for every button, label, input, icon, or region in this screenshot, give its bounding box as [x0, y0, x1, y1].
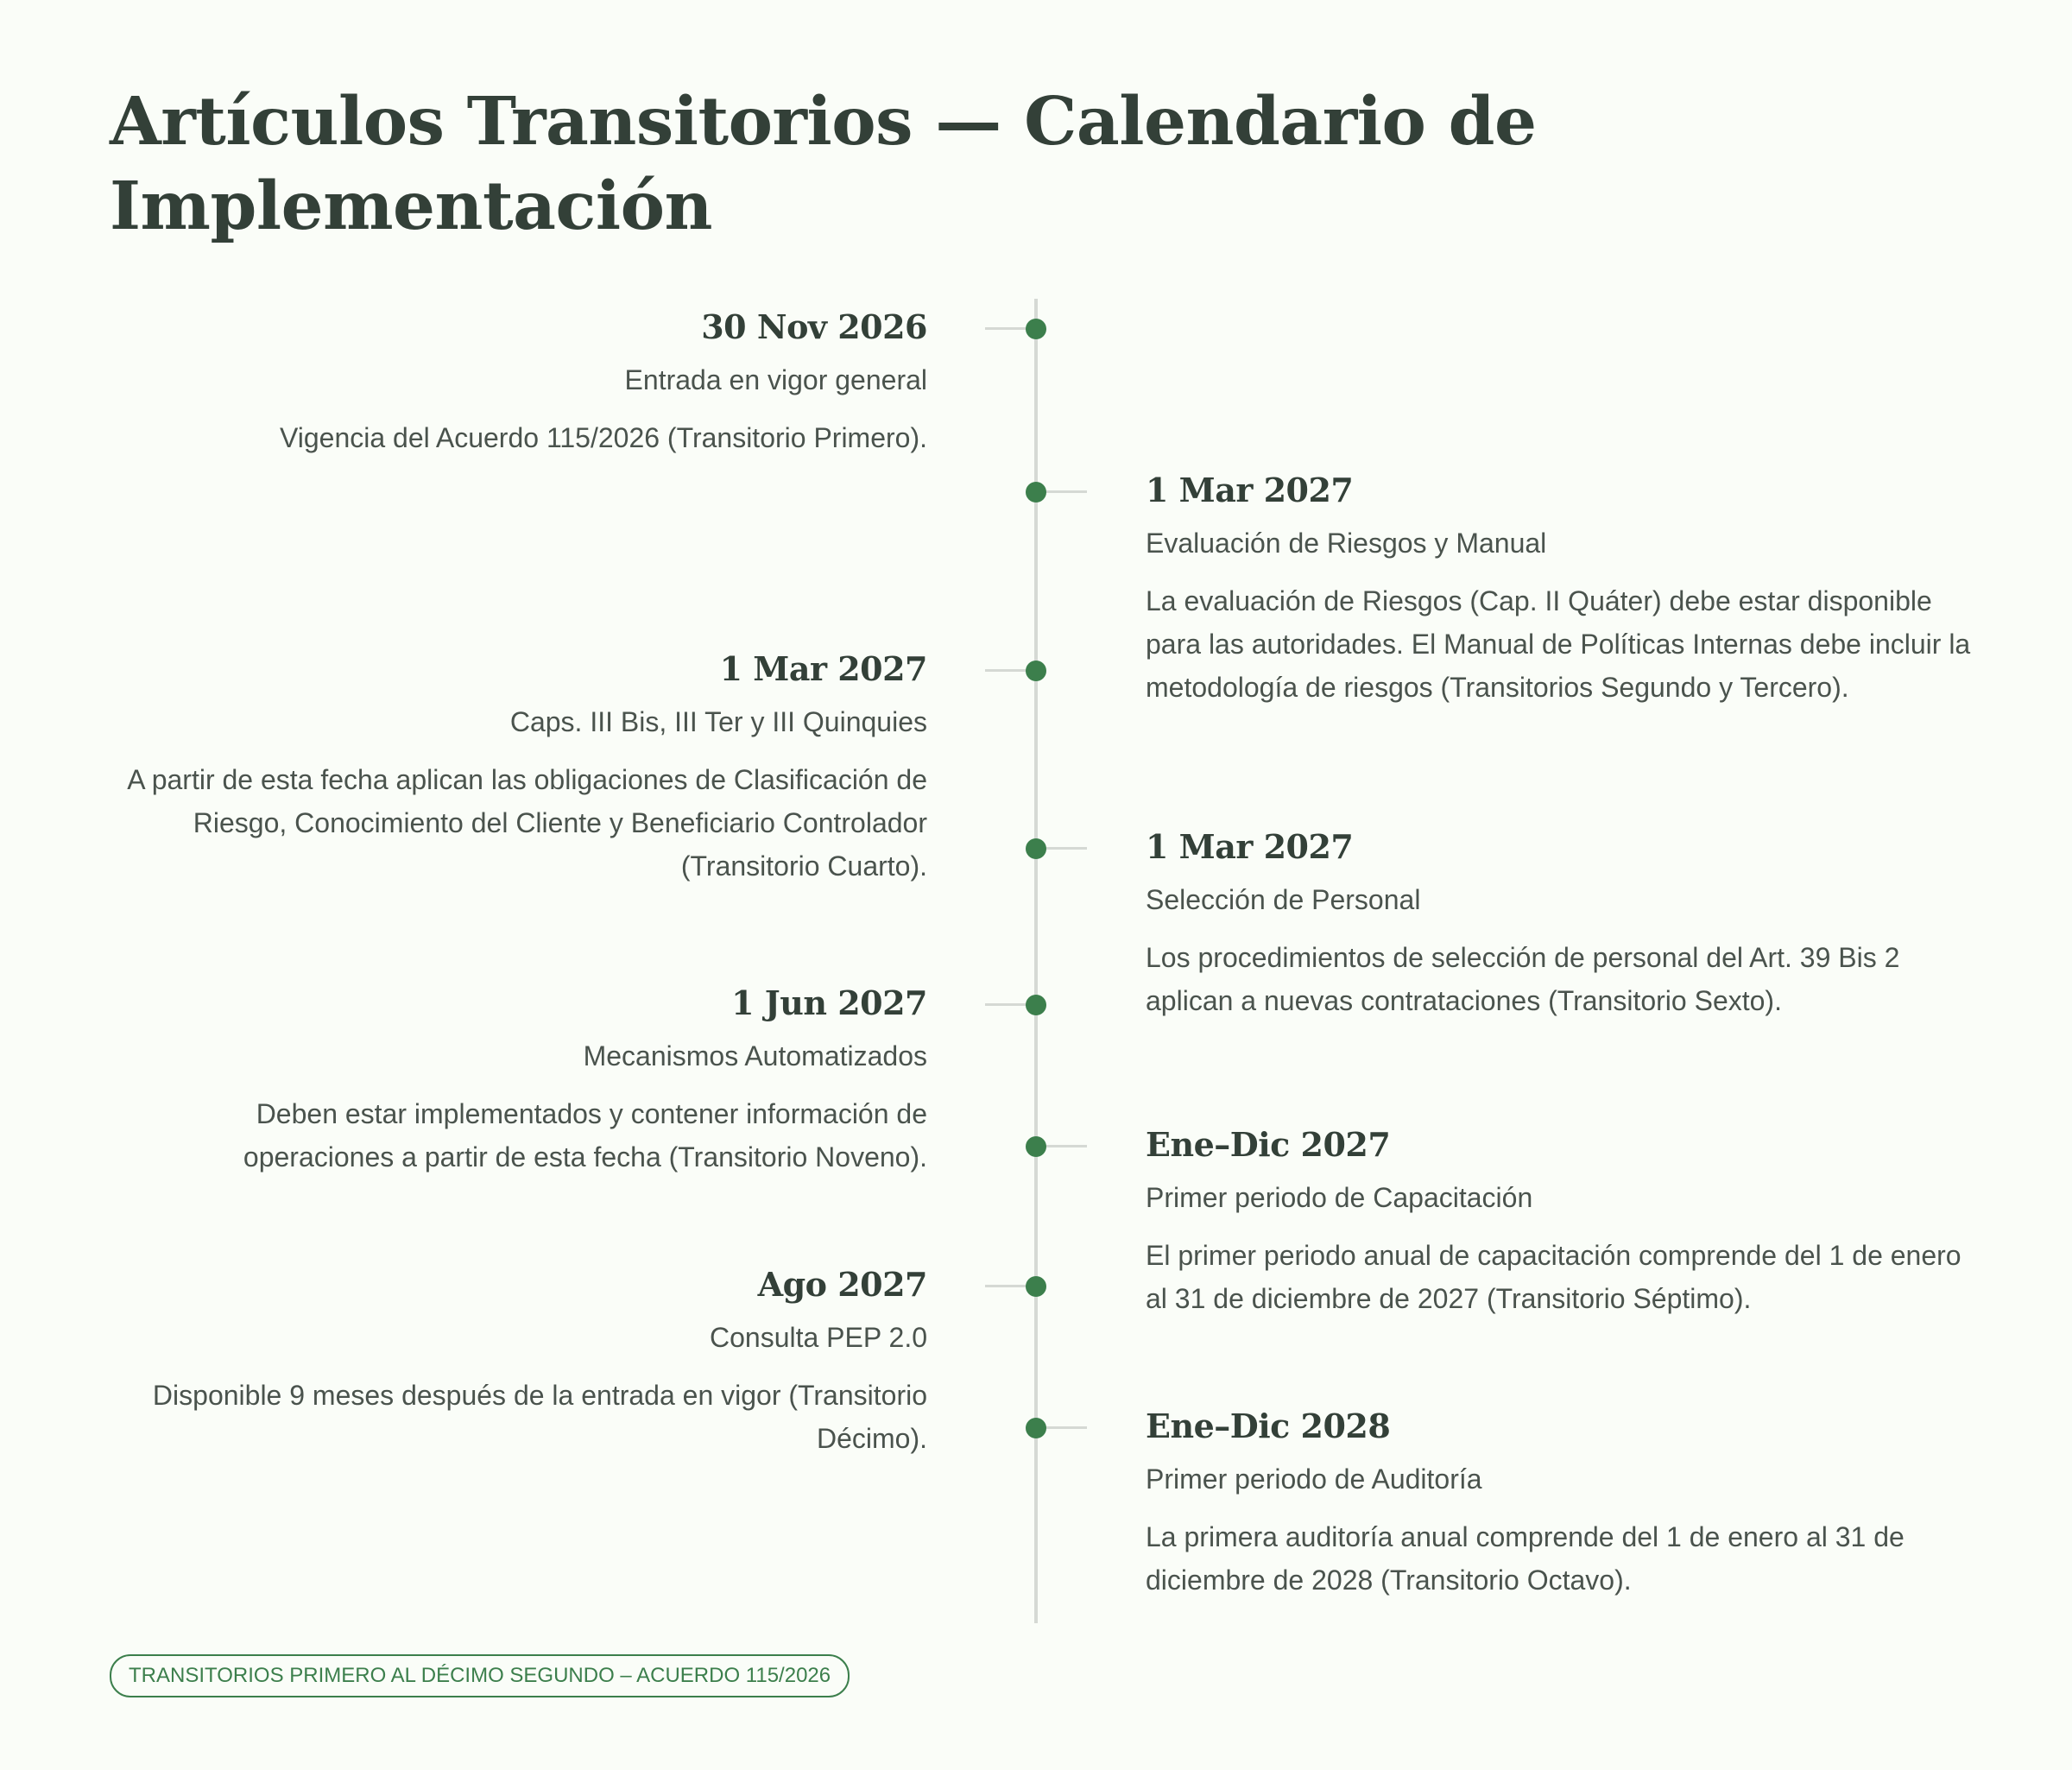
timeline-entry: [1146, 827, 1974, 1022]
timeline-marker: [1026, 1136, 1046, 1157]
timeline-marker: [1026, 482, 1046, 503]
event-description: El primer periodo anual de capacitación comprende del 1 de enero al 31 de diciembre de 2027 (Transitorio Séptimo).: [1146, 1240, 1961, 1314]
event-date: Ene–Dic 2028: [1146, 1407, 1391, 1445]
event-date: 1 Jun 2027: [731, 983, 927, 1022]
timeline-entry: [1146, 471, 1974, 709]
event-heading: Evaluación de Riesgos y Manual: [1146, 528, 1547, 559]
timeline-entry: [110, 307, 927, 459]
event-description: Los procedimientos de selección de personal del Art. 39 Bis 2 aplican a nuevas contrataciones (Transitorio Sexto).: [1146, 942, 1900, 1016]
event-date: 1 Mar 2027: [1146, 471, 1354, 509]
event-description: Vigencia del Acuerdo 115/2026 (Transitorio Primero).: [279, 422, 927, 453]
page-title: Artículos Transitorios — Calendario de Implementación: [110, 83, 1537, 245]
event-heading: Caps. III Bis, III Ter y III Quinquies: [509, 706, 927, 737]
event-heading: Primer periodo de Capacitación: [1146, 1182, 1533, 1213]
timeline-entry: [110, 649, 927, 888]
timeline-marker: [1026, 661, 1046, 681]
event-description: La evaluación de Riesgos (Cap. II Quáter) debe estar disponible para las autoridades. El Manual de Políticas Internas debe incluir la metodología de riesgos (Transitorios Segundo y Tercero).: [1146, 585, 1971, 703]
event-heading: Primer periodo de Auditoría: [1146, 1463, 1482, 1495]
event-heading: Entrada en vigor general: [624, 364, 927, 395]
timeline-entry: [110, 1265, 927, 1460]
event-description: Deben estar implementados y contener información de operaciones a partir de esta fecha (Transitorio Noveno).: [243, 1098, 927, 1173]
source-badge: TRANSITORIOS PRIMERO AL DÉCIMO SEGUNDO – ACUERDO 115/2026: [110, 1654, 850, 1697]
timeline-marker: [1026, 1276, 1046, 1297]
event-description: A partir de esta fecha aplican las obligaciones de Clasificación de Riesgo, Conocimiento del Cliente y Beneficiario Controlador (Transitorio Cuarto).: [127, 764, 927, 882]
event-description: Disponible 9 meses después de la entrada en vigor (Transitorio Décimo).: [152, 1380, 927, 1454]
event-date: 1 Mar 2027: [719, 649, 927, 688]
event-date: 30 Nov 2026: [701, 307, 927, 346]
timeline-marker: [1026, 995, 1046, 1015]
event-heading: Mecanismos Automatizados: [583, 1040, 927, 1071]
event-description: La primera auditoría anual comprende del 1 de enero al 31 de diciembre de 2028 (Transitorio Octavo).: [1146, 1521, 1905, 1596]
timeline-entry: [110, 983, 927, 1179]
timeline-marker: [1026, 838, 1046, 859]
event-heading: Consulta PEP 2.0: [709, 1322, 927, 1353]
timeline-entry: [1146, 1407, 1974, 1602]
event-heading: Selección de Personal: [1146, 884, 1421, 915]
event-date: Ene–Dic 2027: [1146, 1125, 1391, 1164]
timeline-marker: [1026, 319, 1046, 339]
event-date: 1 Mar 2027: [1146, 827, 1354, 866]
timeline-marker: [1026, 1418, 1046, 1438]
timeline-entry: [1146, 1125, 1974, 1320]
event-date: Ago 2027: [757, 1265, 927, 1304]
